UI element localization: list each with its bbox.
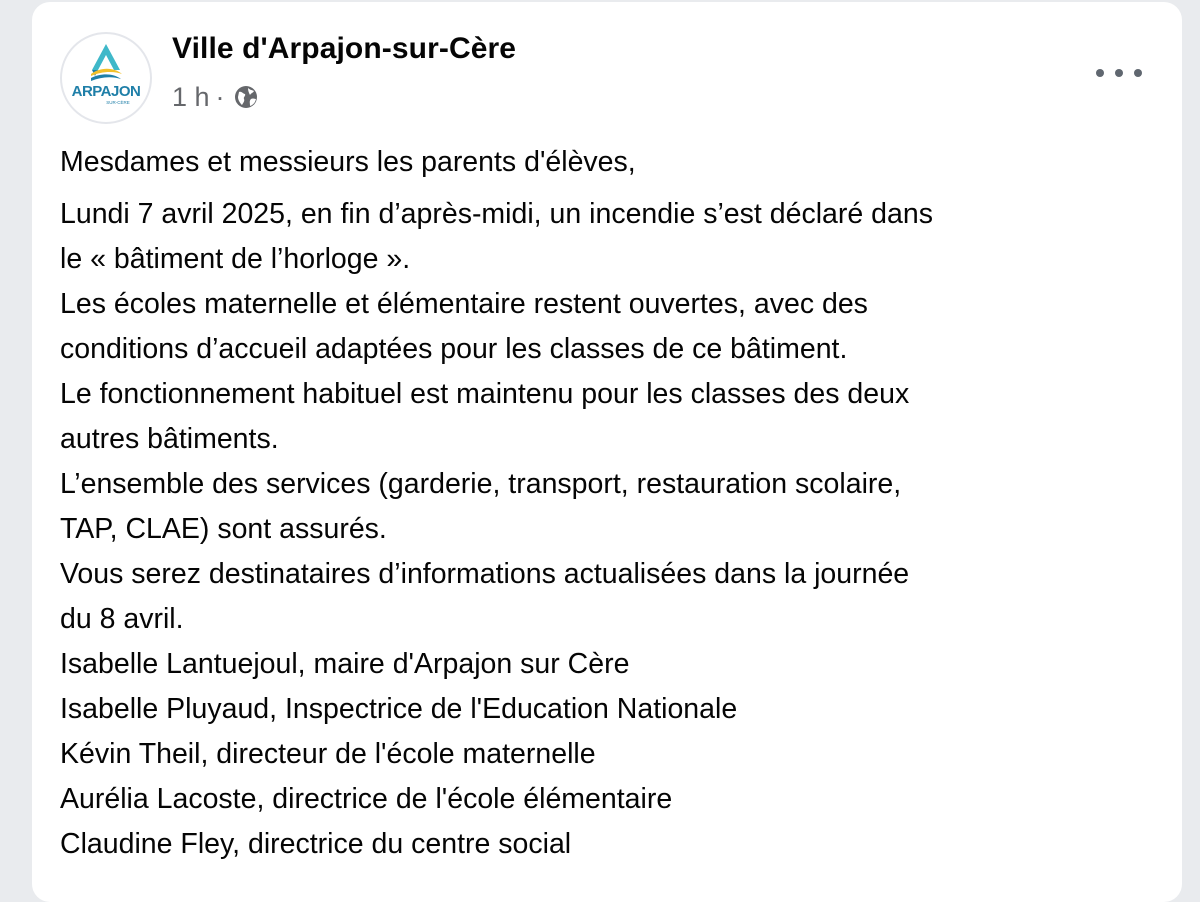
post-time[interactable]: 1 h xyxy=(172,81,210,112)
post-meta xyxy=(172,81,259,113)
globe-icon[interactable] xyxy=(233,84,259,110)
post-card xyxy=(32,2,1182,902)
meta-separator: · xyxy=(215,81,225,112)
post-line: Le fonctionnement habituel est maintenu pour les classes des deux xyxy=(60,378,910,410)
post-line: Vous serez destinataires d’informations actualisées dans la journée xyxy=(60,558,910,590)
post-greeting: Mesdames et messieurs les parents d'élèves, xyxy=(60,146,636,178)
avatar[interactable] xyxy=(60,32,152,124)
arpajon-logo xyxy=(62,34,150,122)
signature-line: Aurélia Lacoste, directrice de l'école élémentaire xyxy=(60,783,673,815)
post-line: Les écoles maternelle et élémentaire restent ouvertes, avec des xyxy=(60,288,868,320)
logo-text: ARPAJON xyxy=(71,83,141,100)
post-line: le « bâtiment de l’horloge ». xyxy=(60,243,411,275)
post-line: Lundi 7 avril 2025, en fin d’après-midi, un incendie s’est déclaré dans xyxy=(60,198,933,230)
more-options-icon[interactable] xyxy=(1096,58,1142,88)
post-header xyxy=(32,2,1182,132)
post-line: du 8 avril. xyxy=(60,603,184,635)
post-body xyxy=(60,140,1160,867)
post-line: conditions d’accueil adaptées pour les classes de ce bâtiment. xyxy=(60,333,848,365)
signature-line: Isabelle Pluyaud, Inspectrice de l'Education Nationale xyxy=(60,693,738,725)
post-line: autres bâtiments. xyxy=(60,423,279,455)
signature-line: Kévin Theil, directeur de l'école maternelle xyxy=(60,738,596,770)
post-line: TAP, CLAE) sont assurés. xyxy=(60,513,387,545)
author-name[interactable]: Ville d'Arpajon-sur-Cère xyxy=(172,32,517,65)
signature-line: Claudine Fley, directrice du centre social xyxy=(60,828,572,860)
logo-subtext: SUR-CÈRE xyxy=(106,100,130,105)
post-line: L’ensemble des services (garderie, transport, restauration scolaire, xyxy=(60,468,902,500)
signature-line: Isabelle Lantuejoul, maire d'Arpajon sur Cère xyxy=(60,648,630,680)
